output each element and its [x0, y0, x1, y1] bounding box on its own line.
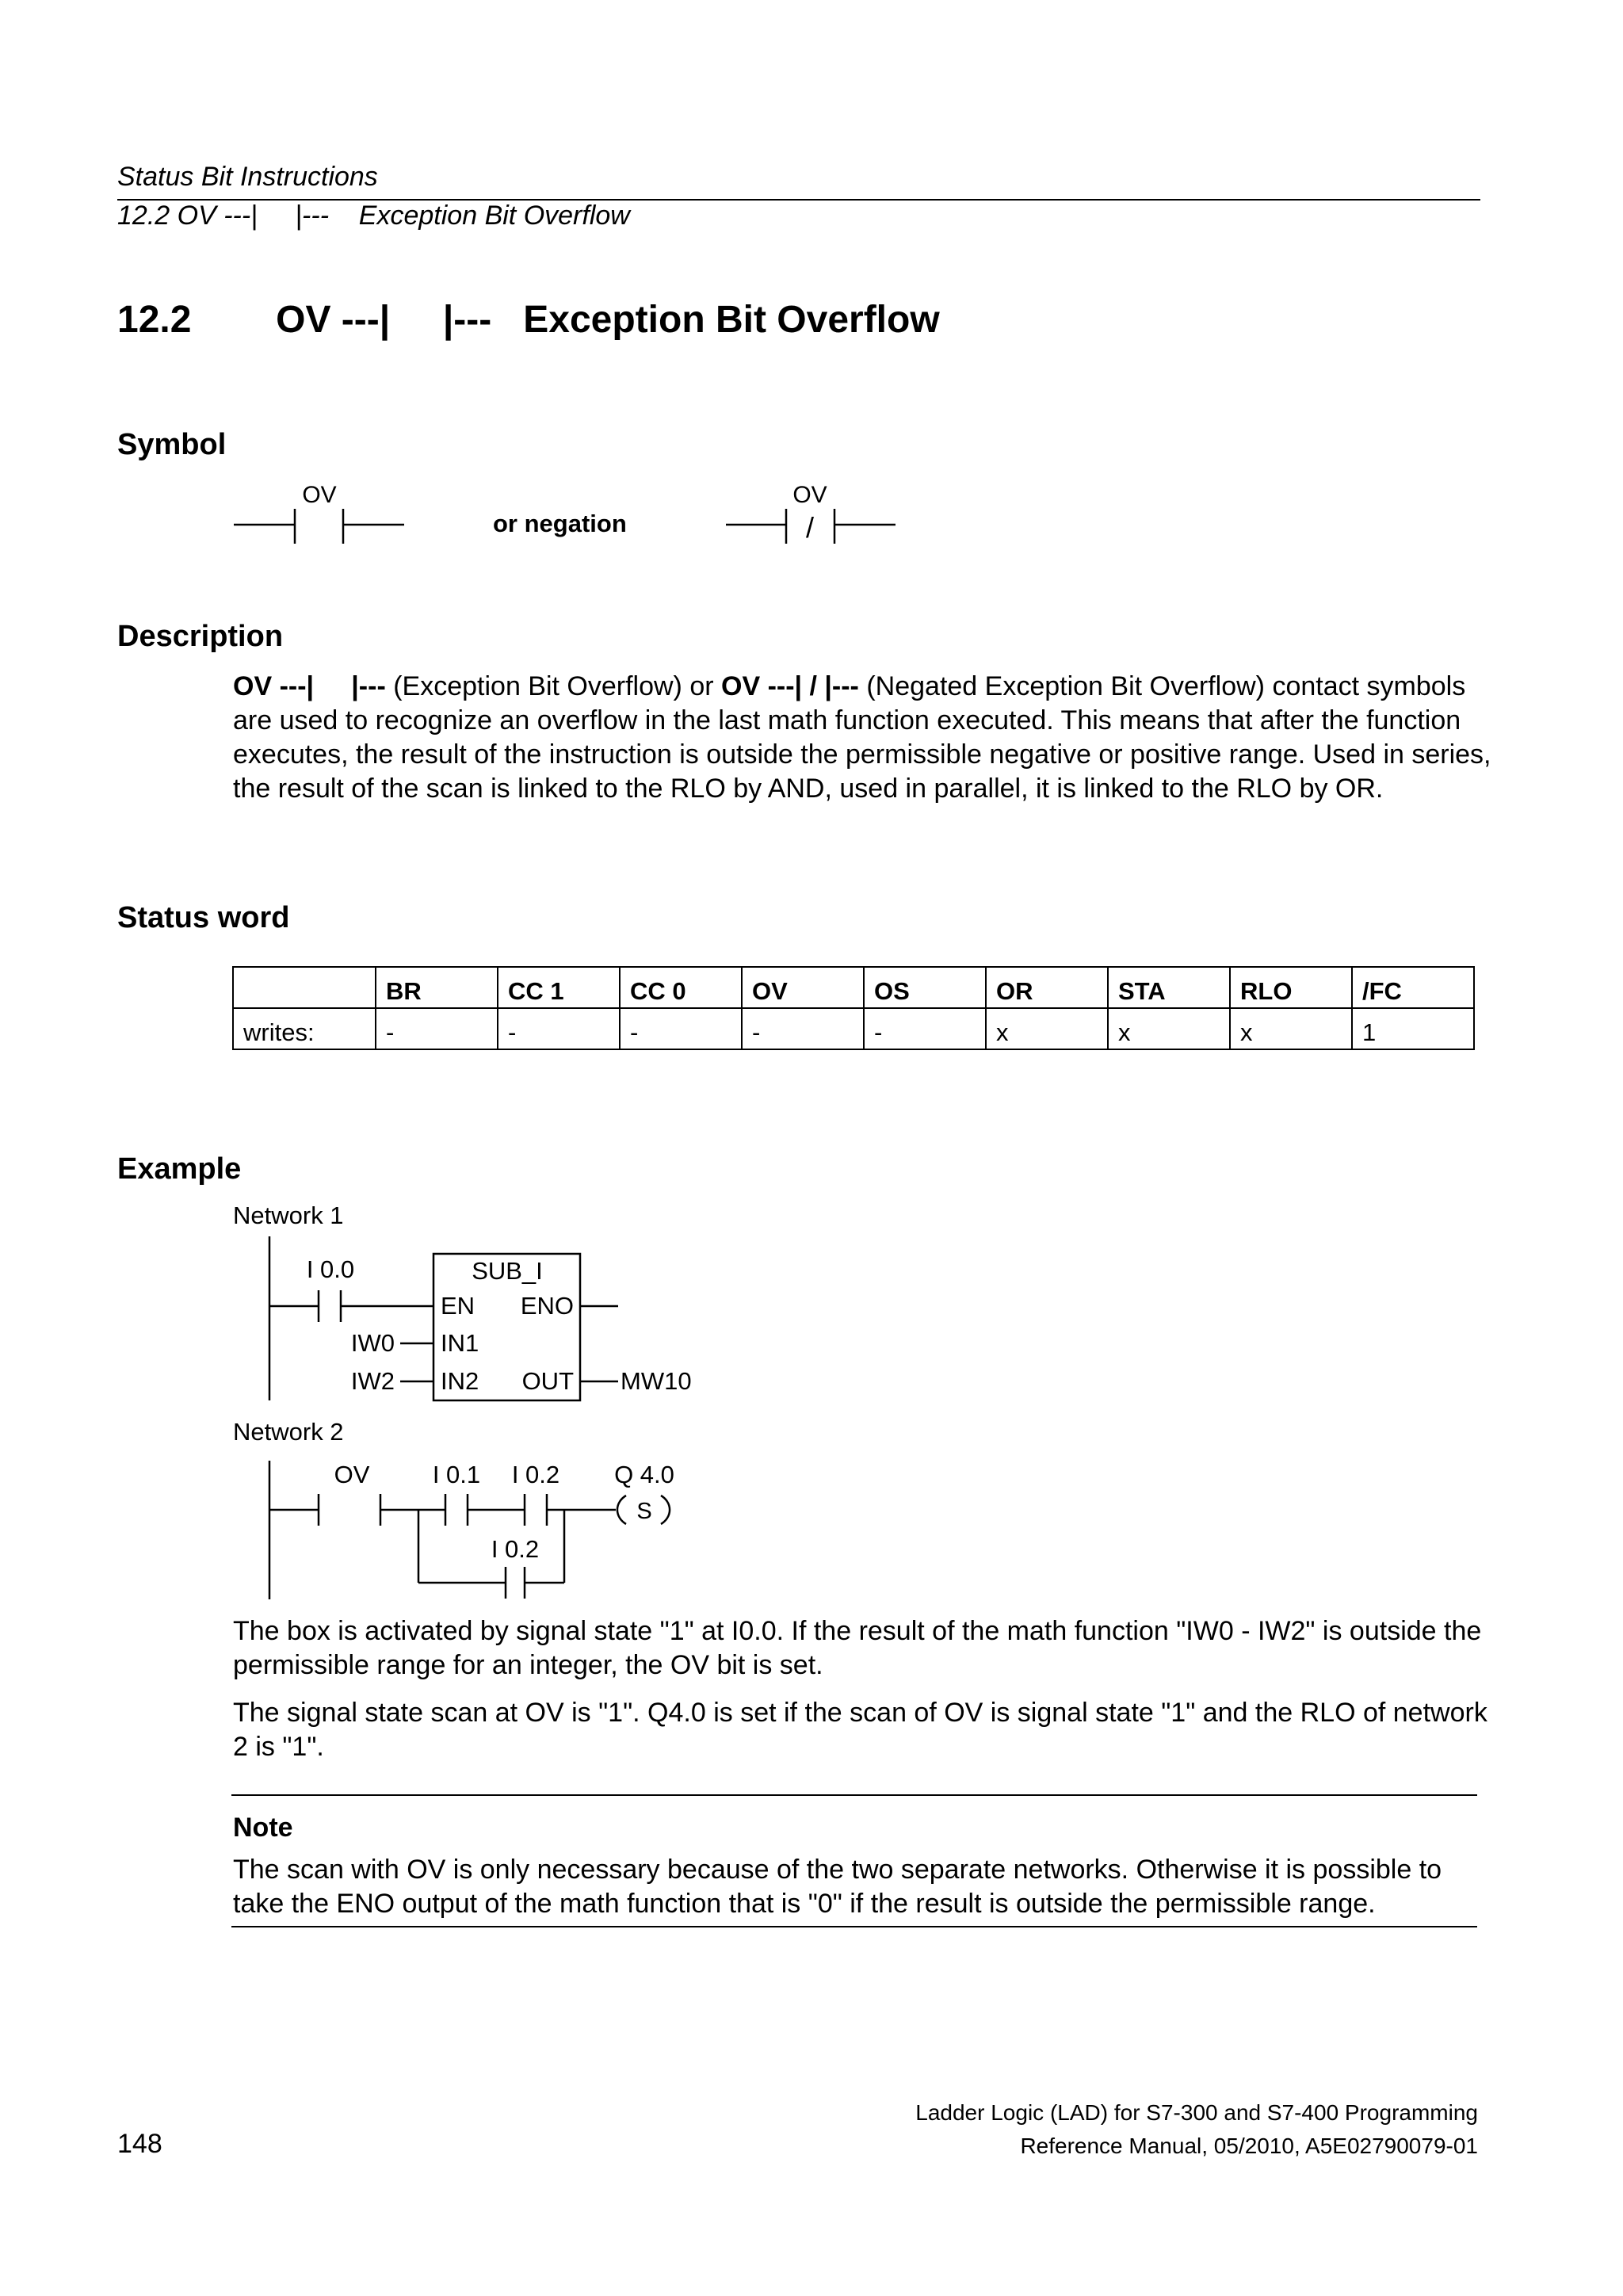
ladder-diagram [222, 1193, 761, 1605]
in1-operand: IW0 [350, 1329, 395, 1357]
status-cell: - [864, 1008, 986, 1049]
running-header-section: 12.2 OV ---| |--- Exception Bit Overflow [117, 201, 630, 231]
page-title: 12.2 OV ---| |--- Exception Bit Overflow [117, 299, 940, 341]
description-term-ov: OV ---| |--- [233, 671, 386, 701]
note-heading: Note [233, 1813, 293, 1843]
status-col-br: BR [376, 967, 498, 1008]
network-2-label: Network 2 [233, 1418, 344, 1446]
note-top-rule [231, 1794, 1477, 1796]
status-cell: x [1230, 1008, 1352, 1049]
contact-i00-label: I 0.0 [306, 1255, 355, 1283]
out-operand: MW10 [621, 1367, 692, 1395]
status-cell: - [620, 1008, 742, 1049]
sub-i-out-pin: OUT [521, 1367, 574, 1395]
sub-i-eno-pin: ENO [520, 1292, 574, 1320]
status-col-cc1: CC 1 [498, 967, 620, 1008]
or-negation-label: or negation [493, 510, 627, 537]
running-header-chapter: Status Bit Instructions [117, 162, 378, 192]
sub-i-in2-pin: IN2 [441, 1367, 479, 1395]
contact-i02-label: I 0.2 [511, 1461, 560, 1488]
footer-manual-title: Ladder Logic (LAD) for S7-300 and S7-400 Programming [915, 2100, 1478, 2125]
description-paragraph [233, 670, 1493, 806]
example-heading: Example [117, 1152, 242, 1186]
symbol-heading: Symbol [117, 428, 227, 461]
status-col-os: OS [864, 967, 986, 1008]
status-cell: - [498, 1008, 620, 1049]
status-cell: x [986, 1008, 1108, 1049]
description-term-ov-negated: OV ---| / |--- [721, 671, 859, 701]
note-bottom-rule [231, 1926, 1477, 1927]
sub-i-in1-pin: IN1 [441, 1329, 479, 1357]
note-text: The scan with OV is only necessary because of the two separate networks. Otherwise it is possible to take the ENO output of the math function that is "0" if the result is outside the permissible range. [233, 1855, 1442, 1919]
status-cell: writes: [233, 1008, 376, 1049]
description-text-1: (Exception Bit Overflow) or [385, 671, 722, 701]
contact-ov-label: OV [334, 1461, 370, 1488]
sub-i-en-pin: EN [441, 1292, 475, 1320]
coil-right-arc [661, 1496, 670, 1524]
status-cell: 1 [1352, 1008, 1474, 1049]
description-text-2: (Negated Exception Bit Overflow) contact symbols are used to recognize an overflow in the last math function executed. This means that after the function executes, the result of the instruction is outside the permissible negative or positive range. Used in series, the result of the scan is linked to the RLO by AND, used in parallel, it is linked to the RLO by OR. [233, 671, 1491, 804]
symbol-negated-label: OV [792, 482, 827, 508]
status-word-header-row [233, 967, 1474, 1008]
contact-i02-parallel-label: I 0.2 [491, 1535, 540, 1563]
status-cell: x [1108, 1008, 1230, 1049]
page-number: 148 [117, 2129, 162, 2159]
status-col-or: OR [986, 967, 1108, 1008]
in2-operand: IW2 [350, 1367, 395, 1395]
coil-set-letter: S [636, 1499, 652, 1524]
description-heading: Description [117, 620, 284, 653]
status-word-table [232, 966, 1475, 1050]
footer-manual-ref: Reference Manual, 05/2010, A5E02790079-01 [1020, 2134, 1478, 2158]
status-word-writes-row [233, 1008, 1474, 1049]
symbol-diagram [222, 476, 903, 555]
contact-i01-label: I 0.1 [432, 1461, 481, 1488]
example-paragraph-2: The signal state scan at OV is "1". Q4.0 is set if the scan of OV is signal state "1" and the RLO of network 2 is "1". [233, 1698, 1487, 1762]
negation-slash: / [805, 511, 815, 544]
status-cell: - [742, 1008, 864, 1049]
coil-left-arc [617, 1496, 626, 1524]
status-col-blank [233, 967, 376, 1008]
status-word-heading: Status word [117, 901, 290, 934]
example-paragraph-1: The box is activated by signal state "1" at I0.0. If the result of the math function "IW0 - IW2" is outside the permissible range for an integer, the OV bit is set. [233, 1616, 1482, 1680]
coil-q40-label: Q 4.0 [614, 1461, 674, 1488]
status-col-rlo: RLO [1230, 967, 1352, 1008]
symbol-contact-label: OV [302, 482, 337, 508]
status-col-cc0: CC 0 [620, 967, 742, 1008]
status-col-ov: OV [742, 967, 864, 1008]
ov-contact-symbol [234, 509, 404, 544]
status-col-sta: STA [1108, 967, 1230, 1008]
status-cell: - [376, 1008, 498, 1049]
sub-i-title: SUB_I [472, 1257, 543, 1285]
network-1-label: Network 1 [233, 1201, 344, 1229]
status-col-fc: /FC [1352, 967, 1474, 1008]
